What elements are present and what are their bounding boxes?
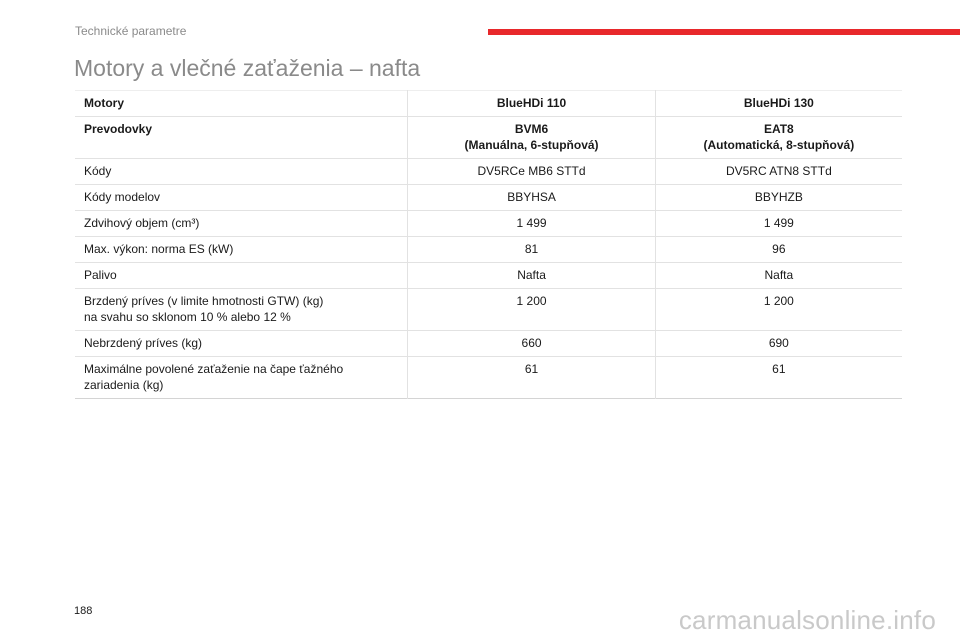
gearbox-cell-1 [408, 117, 655, 159]
row-value: 1 200 [655, 289, 902, 331]
row-label: Nebrzdený príves (kg) [84, 336, 203, 350]
row-value: BBYHSA [408, 185, 655, 211]
row-label: Kódy [84, 164, 112, 178]
row-value: BBYHZB [655, 185, 902, 211]
row-value: 660 [408, 331, 655, 357]
row-value: 690 [655, 331, 902, 357]
row-value: 1 200 [408, 289, 655, 331]
table-row [75, 263, 902, 289]
header-bluehdi-110: BlueHDi 110 [408, 91, 655, 117]
table-row [75, 331, 902, 357]
row-label: Palivo [84, 268, 117, 282]
gearbox-code: BVM6 [514, 122, 549, 136]
row-value: 1 499 [408, 211, 655, 237]
row-value: 61 [408, 357, 655, 399]
row-label: Maximálne povolené zaťaženie na čape ťažného zariadenia (kg) [84, 362, 344, 392]
header-accent-bar [488, 29, 960, 35]
row-value: 61 [655, 357, 902, 399]
gearbox-cell-2 [655, 117, 902, 159]
table-row [75, 159, 902, 185]
page-title: Motory a vlečné zaťaženia – nafta [74, 55, 421, 81]
gearbox-label: Prevodovky [84, 122, 153, 136]
engine-specs-table [75, 90, 902, 399]
section-label: Technické parametre [75, 24, 187, 38]
table-row [75, 211, 902, 237]
page-number: 188 [74, 605, 93, 617]
row-value: 1 499 [655, 211, 902, 237]
row-label: Max. výkon: norma ES (kW) [84, 242, 234, 256]
table-row [75, 357, 902, 399]
row-value: 96 [655, 237, 902, 263]
row-label: Zdvihový objem (cm³) [84, 216, 200, 230]
row-label: Brzdený príves (v limite hmotnosti GTW) (kg) na svahu so sklonom 10 % alebo 12 % [84, 294, 324, 324]
watermark: carmanualsonline.info [678, 605, 936, 635]
row-value: Nafta [655, 263, 902, 289]
table-header-row [75, 91, 902, 117]
table-row [75, 185, 902, 211]
table-row [75, 237, 902, 263]
row-value: DV5RCe MB6 STTd [408, 159, 655, 185]
table-row-gearbox [75, 117, 902, 159]
gearbox-desc: (Automatická, 8-stupňová) [703, 138, 855, 152]
row-label: Kódy modelov [84, 190, 161, 204]
header-bluehdi-130: BlueHDi 130 [655, 91, 902, 117]
gearbox-desc: (Manuálna, 6-stupňová) [464, 138, 599, 152]
row-value: 81 [408, 237, 655, 263]
header-engines: Motory [84, 96, 124, 110]
row-value: Nafta [408, 263, 655, 289]
gearbox-code: EAT8 [763, 122, 794, 136]
row-value: DV5RC ATN8 STTd [655, 159, 902, 185]
table-row [75, 289, 902, 331]
